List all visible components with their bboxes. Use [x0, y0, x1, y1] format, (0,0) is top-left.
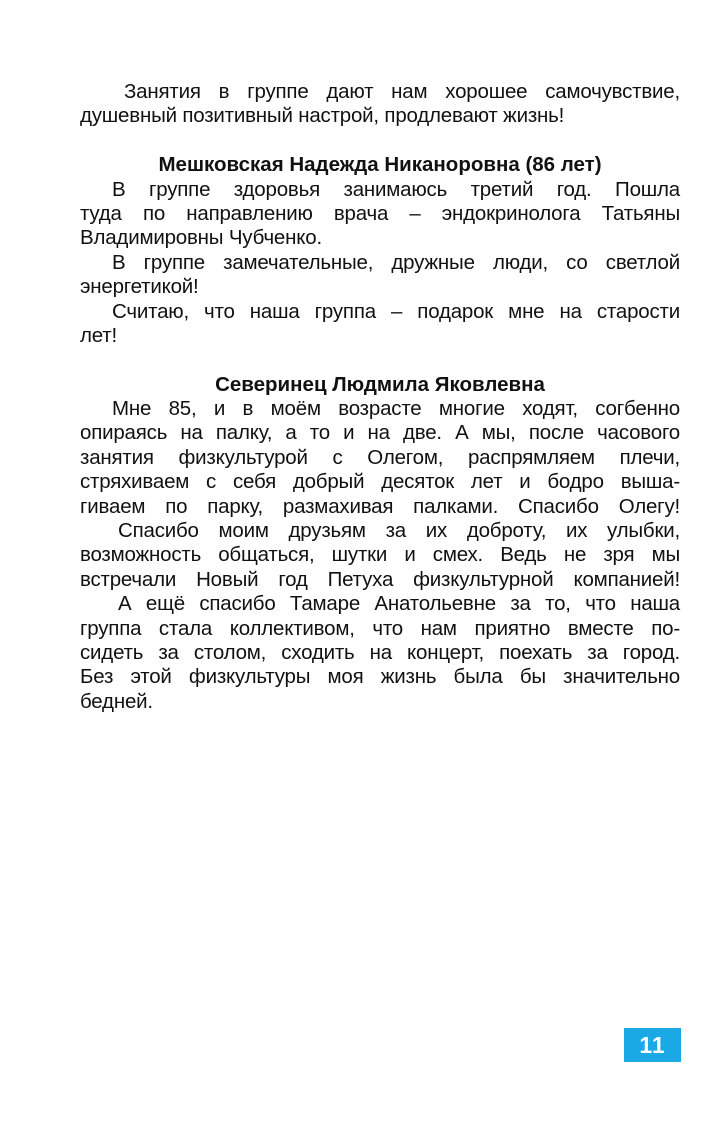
- text-line: стряхиваем с себя добрый десяток лет и бодро выша-: [80, 470, 680, 494]
- text-line: встречали Новый год Петуха физкультурной компанией!: [80, 567, 680, 591]
- spacer: [80, 348, 680, 372]
- text-line: гиваем по парку, размахивая палками. Спасибо Олегу!: [80, 494, 680, 518]
- page-number-badge: 11: [624, 1028, 681, 1062]
- text-line: Считаю, что наша группа – подарок мне на старости: [112, 299, 680, 323]
- intro-paragraph: [80, 80, 680, 129]
- text-line: Мне 85, и в моём возрасте многие ходят, согбенно: [112, 397, 680, 421]
- section-1-text: [80, 178, 680, 349]
- text-line: туда по направлению врача – эндокринолога Татьяны: [80, 201, 680, 225]
- section-heading: Северинец Людмила Яковлевна: [215, 372, 545, 396]
- text-line: Занятия в группе дают нам хорошее самочувствие,: [124, 80, 680, 103]
- text-line: В группе здоровья занимаюсь третий год. Пошла: [112, 177, 680, 201]
- text-line: бедней.: [80, 689, 153, 713]
- text-line: сидеть за столом, сходить на концерт, поехать за город.: [80, 640, 680, 664]
- text-line: лет!: [80, 323, 117, 347]
- text-line: Владимировны Чубченко.: [80, 226, 322, 250]
- text-line: занятия физкультурой с Олегом, распрямляем плечи,: [80, 445, 680, 469]
- spacer: [80, 129, 680, 153]
- text-line: Без этой физкультуры моя жизнь была бы значительно: [80, 665, 680, 689]
- text-line: А ещё спасибо Тамаре Анатольевне за то, что наша: [118, 592, 680, 616]
- section-heading: Мешковская Надежда Никаноровна (86 лет): [158, 153, 602, 177]
- text-line: возможность общаться, шутки и смех. Ведь не зря мы: [80, 543, 680, 567]
- page-body: [80, 80, 680, 714]
- text-line: энергетикой!: [80, 275, 199, 299]
- text-line: В группе замечательные, дружные люди, со светлой: [112, 250, 680, 274]
- text-line: Спасибо моим друзьям за их доброту, их улыбки,: [118, 519, 680, 543]
- text-line: группа стала коллективом, что нам приятно вместе по-: [80, 616, 680, 640]
- text-line: душевный позитивный настрой, продлевают жизнь!: [80, 104, 565, 128]
- text-line: опираясь на палку, а то и на две. А мы, после часового: [80, 421, 680, 445]
- section-2-text: [80, 397, 680, 714]
